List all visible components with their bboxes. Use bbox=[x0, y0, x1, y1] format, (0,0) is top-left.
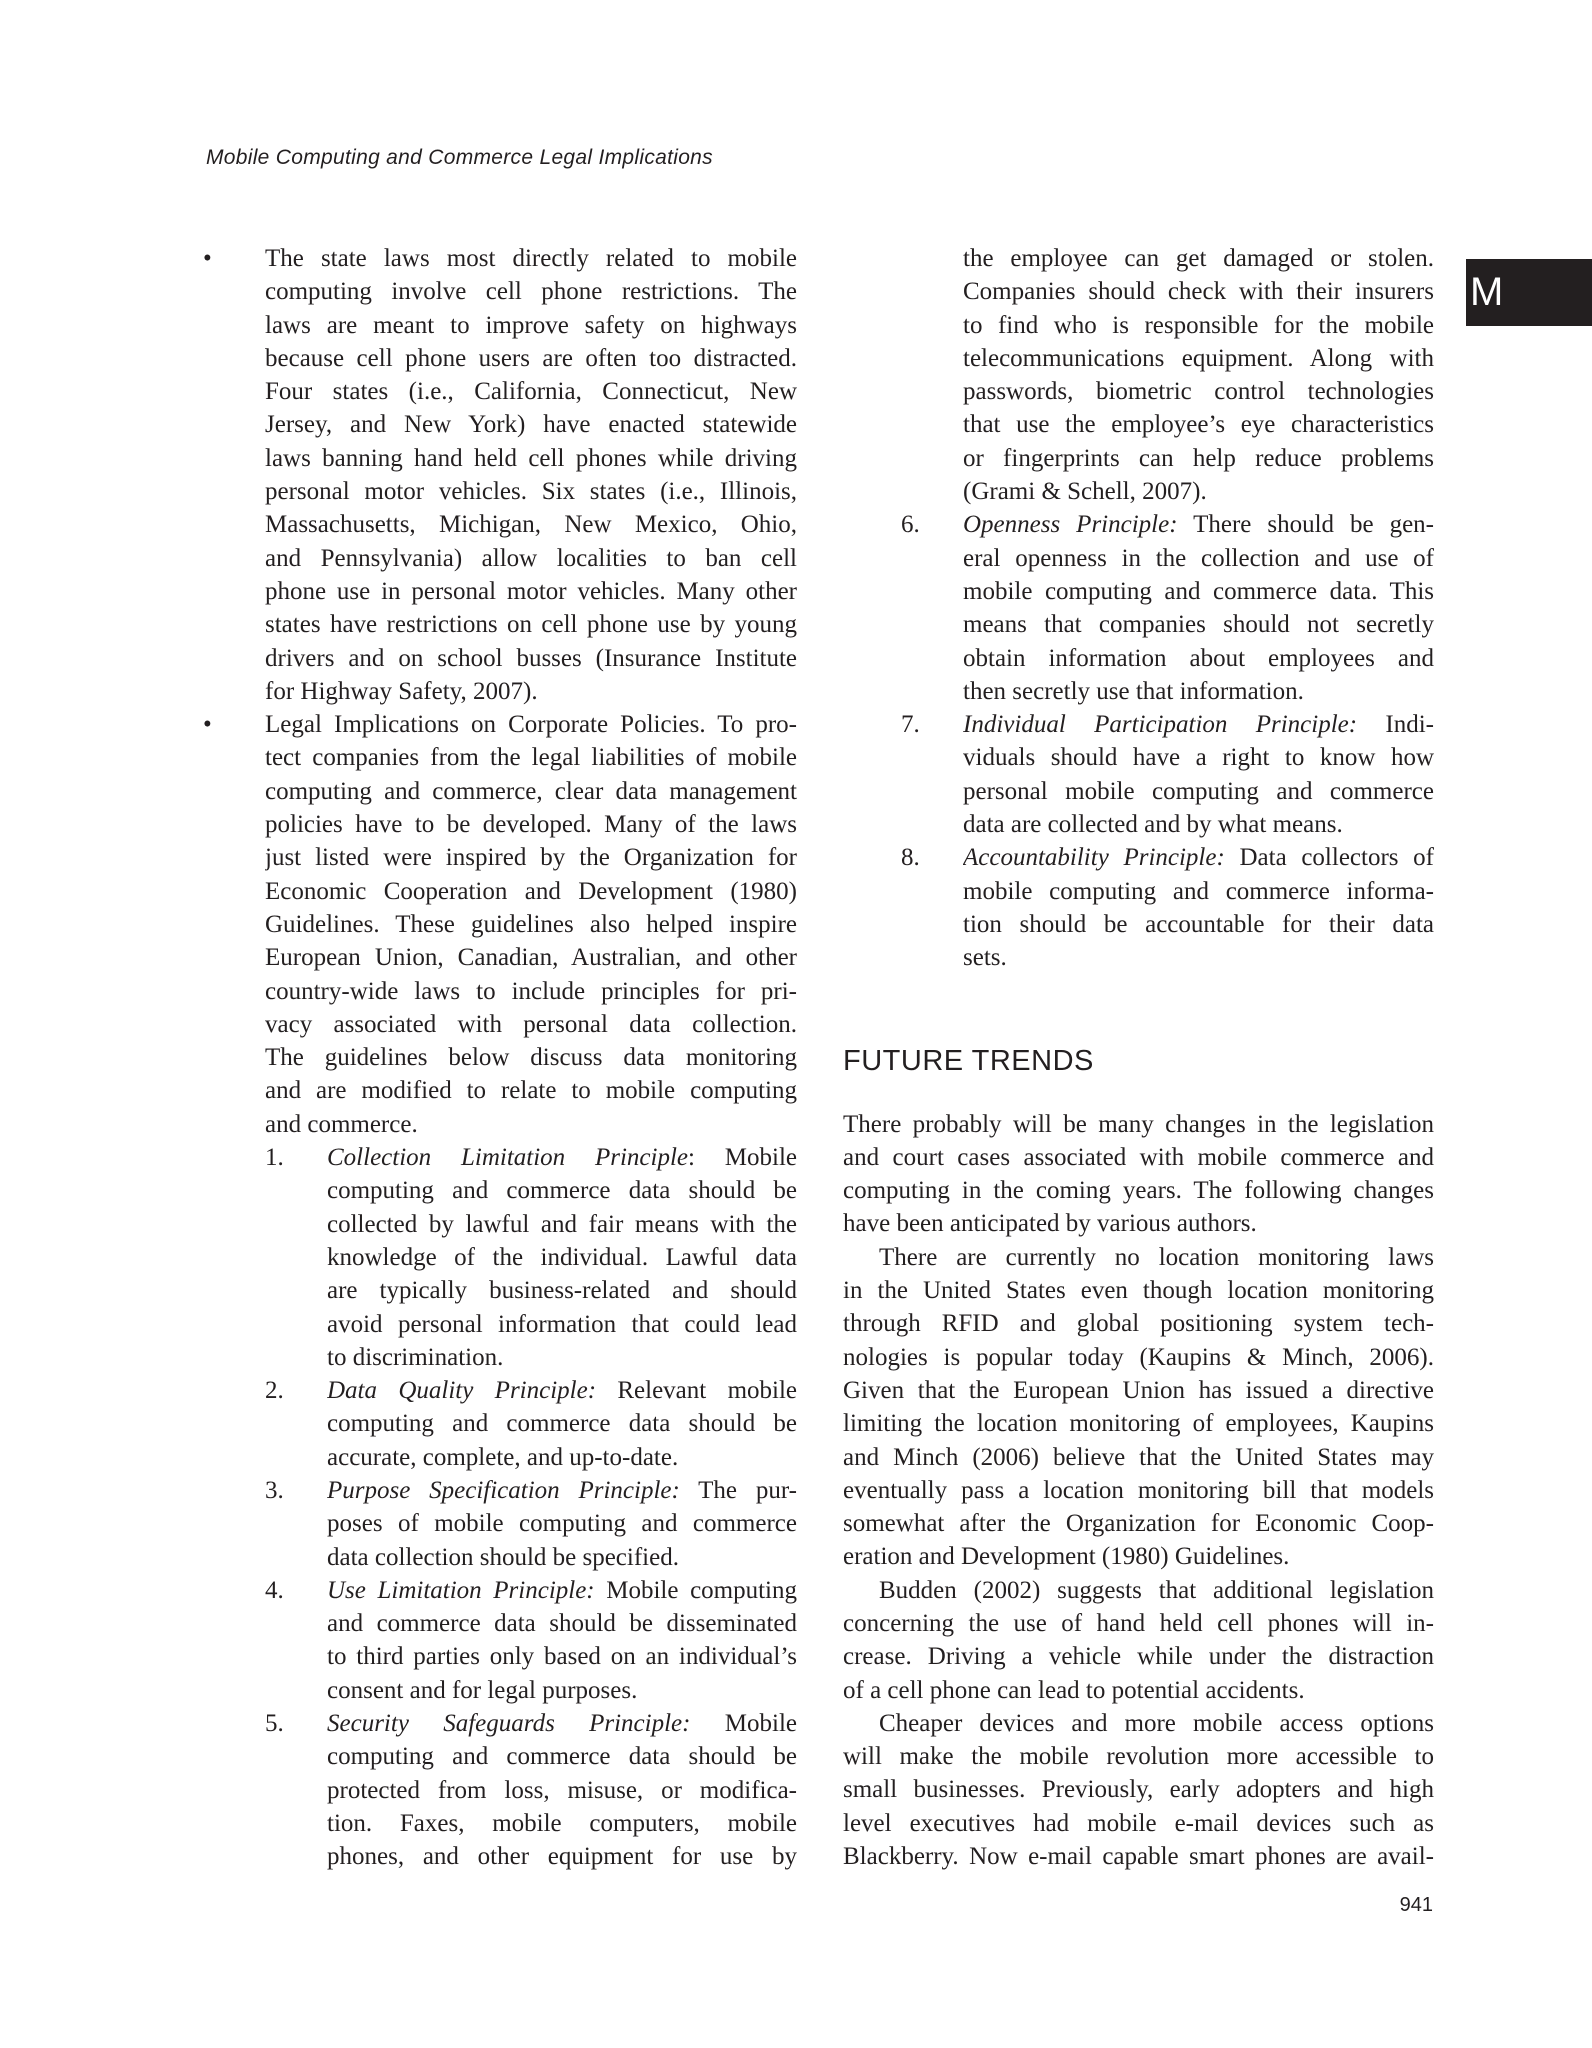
text-line: to third parties only based on an individual’s bbox=[327, 1643, 797, 1671]
text-line: personal mobile computing and commerce bbox=[963, 777, 1434, 805]
text-line: just listed were inspired by the Organization for bbox=[265, 844, 797, 872]
item-number: 8. bbox=[901, 844, 920, 872]
text-line: of a cell phone can lead to potential accidents. bbox=[843, 1676, 1305, 1704]
item-number: 3. bbox=[265, 1476, 284, 1504]
text-line: eral openness in the collection and use of bbox=[963, 544, 1434, 572]
principle-item-7 bbox=[843, 708, 1434, 841]
principle-5-continuation bbox=[843, 242, 1434, 508]
text-line: for Highway Safety, 2007). bbox=[265, 677, 538, 705]
text-line: means that companies should not secretly bbox=[963, 611, 1434, 639]
text-line: nologies is popular today (Kaupins & Minch, 2006). bbox=[843, 1343, 1434, 1371]
principle-text: The pur- bbox=[679, 1476, 797, 1504]
text-line: avoid personal information that could lead bbox=[327, 1310, 797, 1338]
text-line: European Union, Canadian, Australian, and other bbox=[265, 944, 797, 972]
text-line bbox=[963, 841, 1434, 874]
text-line: tion should be accountable for their data bbox=[963, 910, 1434, 938]
text-line: Economic Cooperation and Development (1980) bbox=[265, 877, 797, 905]
text-line: computing and commerce data should be bbox=[327, 1410, 797, 1438]
paragraph-4 bbox=[843, 1707, 1434, 1873]
principle-text: Relevant mobile bbox=[596, 1377, 797, 1405]
text-line: accurate, complete, and up-to-date. bbox=[327, 1443, 679, 1471]
text-line: consent and for legal purposes. bbox=[327, 1676, 638, 1704]
bullet-mark: • bbox=[203, 245, 212, 272]
item-number: 4. bbox=[265, 1576, 284, 1604]
text-line bbox=[963, 708, 1434, 741]
text-line: There probably will be many changes in the legislation bbox=[843, 1110, 1434, 1138]
right-column bbox=[843, 242, 1434, 1873]
paragraph-1 bbox=[843, 1108, 1434, 1241]
principle-text: Data collectors of bbox=[1224, 844, 1434, 872]
text-line: limiting the location monitoring of employees, Kaupins bbox=[843, 1410, 1434, 1438]
text-line: eration and Development (1980) Guidelines. bbox=[843, 1543, 1290, 1571]
principle-title: Purpose Specification Principle: bbox=[327, 1476, 680, 1504]
text-line: that use the employee’s eye characteristics bbox=[963, 411, 1434, 439]
text-line: Given that the European Union has issued a directive bbox=[843, 1376, 1434, 1404]
principle-item-8 bbox=[843, 841, 1434, 974]
text-line: level executives had mobile e-mail devices such as bbox=[843, 1809, 1434, 1837]
text-line: data are collected and by what means. bbox=[963, 811, 1343, 839]
principle-item-4 bbox=[203, 1574, 797, 1707]
principle-text: : Mobile bbox=[688, 1144, 797, 1172]
text-line: laws are meant to improve safety on highways bbox=[265, 311, 797, 339]
text-line: have been anticipated by various authors. bbox=[843, 1210, 1257, 1238]
text-line: computing in the coming years. The following changes bbox=[843, 1177, 1434, 1205]
principle-title: Use Limitation Principle: bbox=[327, 1576, 595, 1604]
text-line: Cheaper devices and more mobile access options bbox=[879, 1709, 1434, 1737]
text-line: to discrimination. bbox=[327, 1343, 504, 1371]
text-line: or fingerprints can help reduce problems bbox=[963, 444, 1434, 472]
text-line: and commerce data should be disseminated bbox=[327, 1610, 797, 1638]
principle-title: Security Safeguards Principle: bbox=[327, 1710, 691, 1738]
bullet-state-laws bbox=[203, 242, 797, 708]
text-line: states have restrictions on cell phone use by young bbox=[265, 611, 797, 639]
item-number: 1. bbox=[265, 1144, 284, 1172]
text-line: computing and commerce data should be bbox=[327, 1743, 797, 1771]
text-line: are typically business-related and should bbox=[327, 1277, 797, 1305]
paragraph-3 bbox=[843, 1574, 1434, 1707]
text-line: Four states (i.e., California, Connecticut, New bbox=[265, 378, 797, 406]
text-line: protected from loss, misuse, or modifica- bbox=[327, 1776, 797, 1804]
text-line: mobile computing and commerce data. This bbox=[963, 577, 1434, 605]
page-number: 941 bbox=[1399, 1894, 1433, 1916]
text-line: telecommunications equipment. Along with bbox=[963, 344, 1434, 372]
text-line bbox=[327, 1374, 797, 1407]
text-line: and are modified to relate to mobile computing bbox=[265, 1077, 797, 1105]
paragraph-2 bbox=[843, 1241, 1434, 1574]
text-line: eventually pass a location monitoring bill that models bbox=[843, 1476, 1434, 1504]
text-line: then secretly use that information. bbox=[963, 677, 1304, 705]
text-line: poses of mobile computing and commerce bbox=[327, 1510, 797, 1538]
item-number: 2. bbox=[265, 1377, 284, 1405]
text-line: data collection should be specified. bbox=[327, 1543, 679, 1571]
text-line: mobile computing and commerce informa- bbox=[963, 877, 1434, 905]
text-line: Massachusetts, Michigan, New Mexico, Ohio, bbox=[265, 511, 797, 539]
text-line: crease. Driving a vehicle while under the distraction bbox=[843, 1643, 1434, 1671]
text-line bbox=[327, 1574, 797, 1607]
text-line bbox=[327, 1707, 797, 1740]
text-line: somewhat after the Organization for Economic Coop- bbox=[843, 1510, 1434, 1538]
principle-title: Accountability Principle: bbox=[963, 844, 1225, 872]
principle-item-2 bbox=[203, 1374, 797, 1474]
principle-text: Mobile computing bbox=[594, 1576, 797, 1604]
left-column bbox=[203, 242, 797, 1874]
text-line: country-wide laws to include principles for pri- bbox=[265, 977, 797, 1005]
text-line: policies have to be developed. Many of the laws bbox=[265, 811, 797, 839]
principle-text: Mobile bbox=[690, 1710, 797, 1738]
text-line: Companies should check with their insurers bbox=[963, 278, 1434, 306]
text-line: and commerce. bbox=[265, 1110, 418, 1138]
principle-title: Data Quality Principle: bbox=[327, 1377, 597, 1405]
principle-item-3 bbox=[203, 1474, 797, 1574]
principle-item-1 bbox=[203, 1141, 797, 1374]
text-line: Jersey, and New York) have enacted statewide bbox=[265, 411, 797, 439]
text-line: The state laws most directly related to mobile bbox=[265, 245, 797, 272]
text-line bbox=[327, 1141, 797, 1174]
text-line: The guidelines below discuss data monitoring bbox=[265, 1044, 797, 1072]
text-line: viduals should have a right to know how bbox=[963, 744, 1434, 772]
text-line: through RFID and global positioning system tech- bbox=[843, 1310, 1434, 1338]
principle-title: Collection Limitation Principle bbox=[327, 1144, 689, 1172]
principle-title: Openness Principle: bbox=[963, 511, 1178, 539]
text-line: tect companies from the legal liabilities of mobile bbox=[265, 744, 797, 772]
text-line: knowledge of the individual. Lawful data bbox=[327, 1243, 797, 1271]
text-line: drivers and on school busses (Insurance Institute bbox=[265, 644, 797, 672]
principle-title: Individual Participation Principle: bbox=[963, 711, 1358, 739]
item-number: 7. bbox=[901, 711, 920, 739]
principle-item-6 bbox=[843, 508, 1434, 708]
text-line bbox=[963, 508, 1434, 541]
text-line: computing involve cell phone restrictions. The bbox=[265, 278, 797, 306]
text-line: because cell phone users are often too distracted. bbox=[265, 344, 797, 372]
text-line: small businesses. Previously, early adopters and high bbox=[843, 1776, 1434, 1804]
text-line: collected by lawful and fair means with the bbox=[327, 1210, 797, 1238]
text-line: sets. bbox=[963, 944, 1007, 972]
text-line: and court cases associated with mobile commerce and bbox=[843, 1143, 1434, 1171]
section-heading-future-trends: FUTURE TRENDS bbox=[843, 1044, 1094, 1077]
principle-item-5 bbox=[203, 1707, 797, 1873]
bullet-mark: • bbox=[203, 711, 212, 739]
text-line: phone use in personal motor vehicles. Many other bbox=[265, 577, 797, 605]
text-line: Guidelines. These guidelines also helped inspire bbox=[265, 910, 797, 938]
section-thumb-tab: M bbox=[1466, 259, 1592, 326]
text-line: Budden (2002) suggests that additional legislation bbox=[879, 1576, 1434, 1604]
text-line: and Minch (2006) believe that the United States may bbox=[843, 1443, 1434, 1471]
text-line: the employee can get damaged or stolen. bbox=[963, 245, 1434, 272]
bullet-corporate-policies bbox=[203, 708, 797, 1141]
item-number: 6. bbox=[901, 511, 920, 539]
text-line: tion. Faxes, mobile computers, mobile bbox=[327, 1809, 797, 1837]
text-line: in the United States even though location monitoring bbox=[843, 1277, 1434, 1305]
text-line: phones, and other equipment for use by bbox=[327, 1843, 797, 1871]
text-line: (Grami & Schell, 2007). bbox=[963, 478, 1207, 506]
text-line: computing and commerce data should be bbox=[327, 1177, 797, 1205]
text-line: and Pennsylvania) allow localities to ban cell bbox=[265, 544, 797, 572]
text-line: will make the mobile revolution more accessible to bbox=[843, 1743, 1434, 1771]
running-head: Mobile Computing and Commerce Legal Implications bbox=[206, 146, 713, 169]
text-line bbox=[327, 1474, 797, 1507]
text-line: concerning the use of hand held cell phones will in- bbox=[843, 1609, 1434, 1637]
text-line: There are currently no location monitoring laws bbox=[879, 1243, 1434, 1271]
text-line: Blackberry. Now e-mail capable smart phones are avail- bbox=[843, 1843, 1434, 1871]
text-line: passwords, biometric control technologies bbox=[963, 378, 1434, 406]
text-line: personal motor vehicles. Six states (i.e., Illinois, bbox=[265, 478, 797, 506]
principle-text: There should be gen- bbox=[1177, 511, 1434, 539]
text-line: to find who is responsible for the mobile bbox=[963, 311, 1434, 339]
item-number: 5. bbox=[265, 1710, 284, 1738]
text-line: vacy associated with personal data collection. bbox=[265, 1010, 797, 1038]
text-line: laws banning hand held cell phones while driving bbox=[265, 444, 797, 472]
text-line: computing and commerce, clear data management bbox=[265, 777, 797, 805]
principle-text: Indi- bbox=[1357, 711, 1434, 739]
text-line: Legal Implications on Corporate Policies. To pro- bbox=[265, 711, 797, 739]
text-line: obtain information about employees and bbox=[963, 644, 1434, 672]
